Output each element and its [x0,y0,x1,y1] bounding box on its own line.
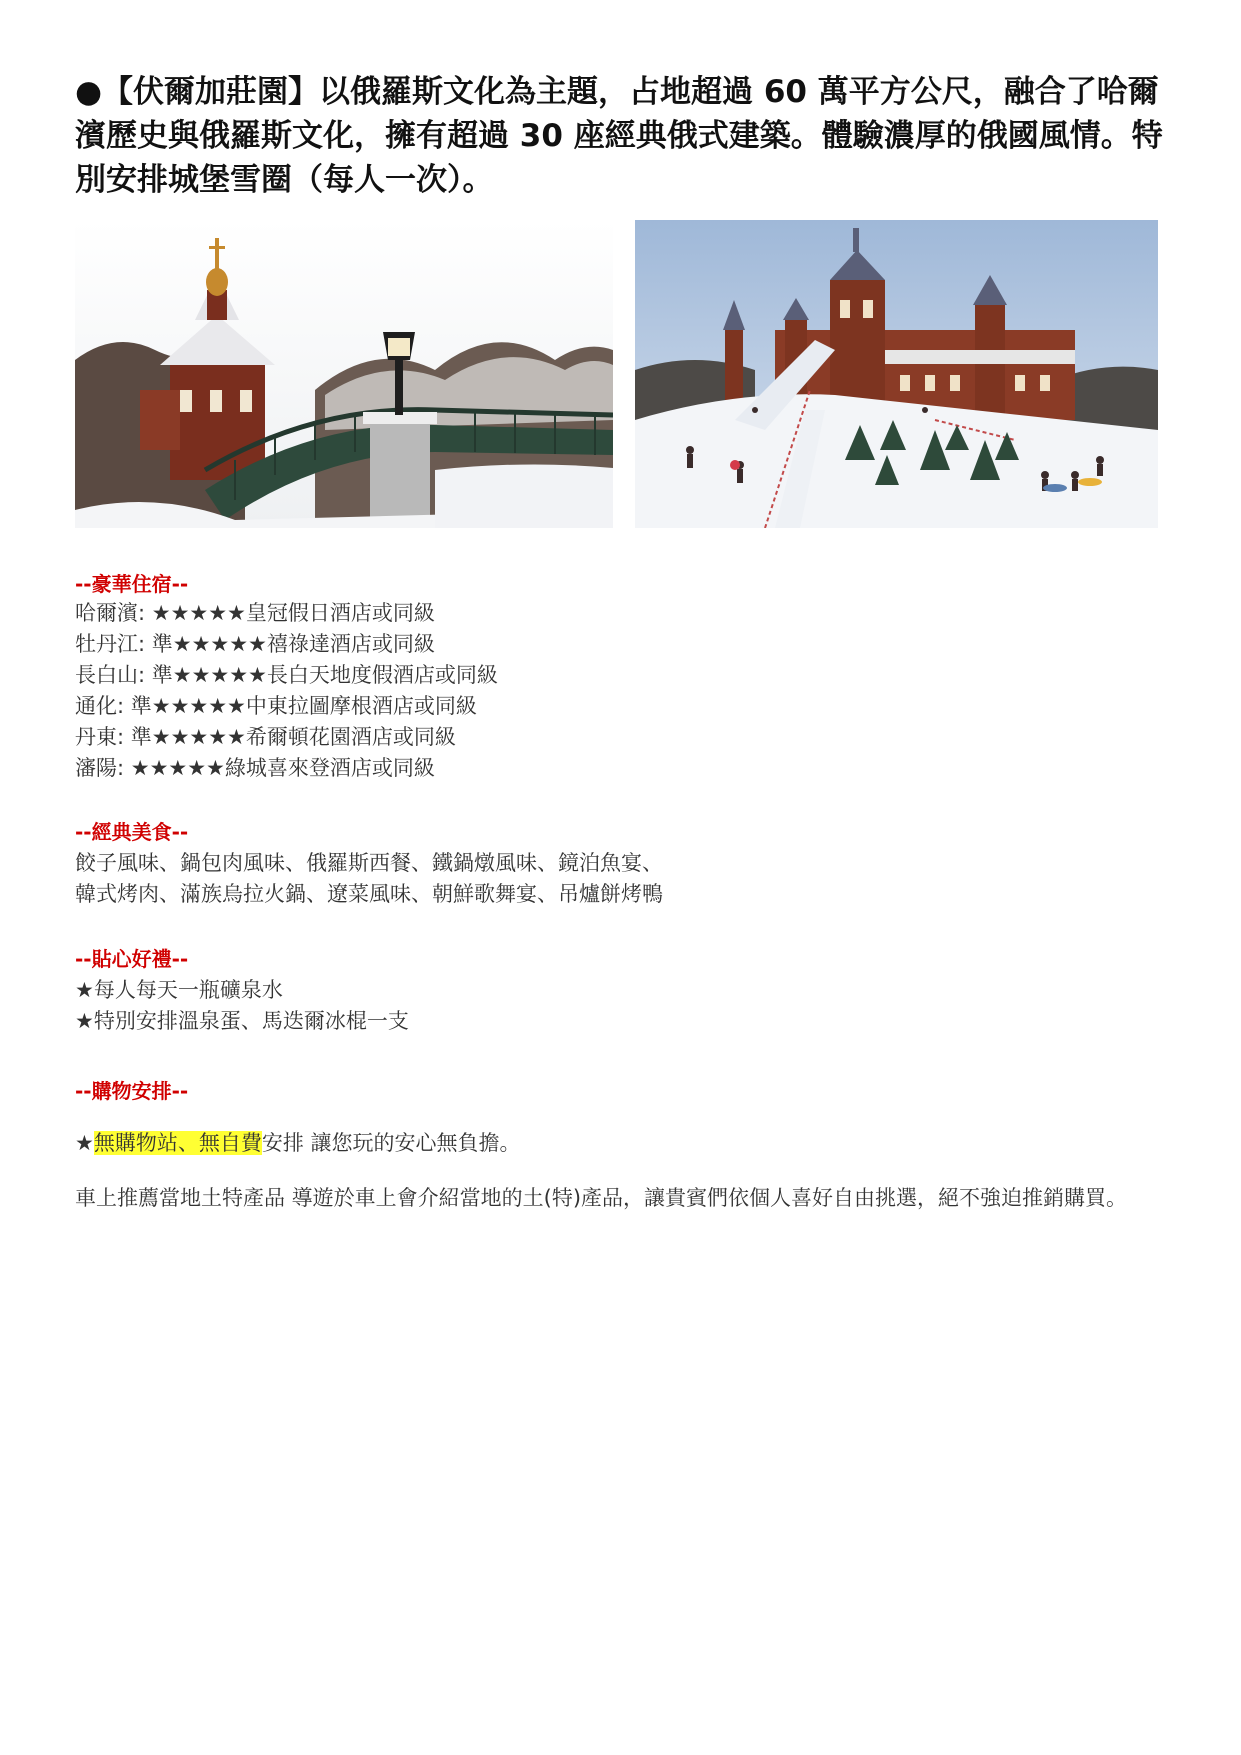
shopping-note: 車上推薦當地土特產品 導遊於車上會介紹當地的土(特)產品，讓貴賓們依個人喜好自由挑選，絕不強迫推銷購買。 [75,1186,1128,1210]
list-item: 韓式烤肉、滿族烏拉火鍋、遼菜風味、朝鮮歌舞宴、吊爐餅烤鴨 [75,882,663,906]
accommodation-title: --豪華住宿-- [75,572,189,596]
gifts-title: --貼心好禮-- [75,947,189,971]
list-item: 丹東: 準★★★★★希爾頓花園酒店或同級 [75,725,456,749]
cuisine-list [75,848,1175,910]
highlighted-text: 無購物站、無自費 [93,1131,262,1155]
shopping-title: --購物安排-- [75,1079,189,1103]
shopping-policy [75,1128,1175,1159]
church-bridge-photo [75,220,613,528]
star-mark: ★ [75,1131,94,1155]
list-item: 瀋陽: ★★★★★綠城喜來登酒店或同級 [75,756,435,780]
list-item: 哈爾濱: ★★★★★皇冠假日酒店或同級 [75,601,435,625]
shopping-policy-text: 安排 讓您玩的安心無負擔。 [261,1131,521,1155]
list-item: ★特別安排溫泉蛋、馬迭爾冰棍一支 [75,1009,409,1033]
list-item: 通化: 準★★★★★中東拉圖摩根酒店或同級 [75,694,477,718]
castle-snow-tubing-photo [635,220,1158,528]
list-item: 餃子風味、鍋包肉風味、俄羅斯西餐、鐵鍋燉風味、鏡泊魚宴、 [75,851,663,875]
headline: ●【伏爾加莊園】以俄羅斯文化為主題，占地超過 60 萬平方公尺，融合了哈爾濱歷史與俄羅斯文化，擁有超過 30 座經典俄式建築。體驗濃厚的俄國風情。特別安排城堡雪圈（每人一次）。 [75,74,1163,198]
accommodation-list [75,598,1175,784]
gifts-list [75,975,1175,1037]
list-item: ★每人每天一瓶礦泉水 [75,978,283,1002]
cuisine-title: --經典美食-- [75,820,189,844]
list-item: 長白山: 準★★★★★長白天地度假酒店或同級 [75,663,498,687]
list-item: 牡丹江: 準★★★★★禧祿達酒店或同級 [75,632,435,656]
